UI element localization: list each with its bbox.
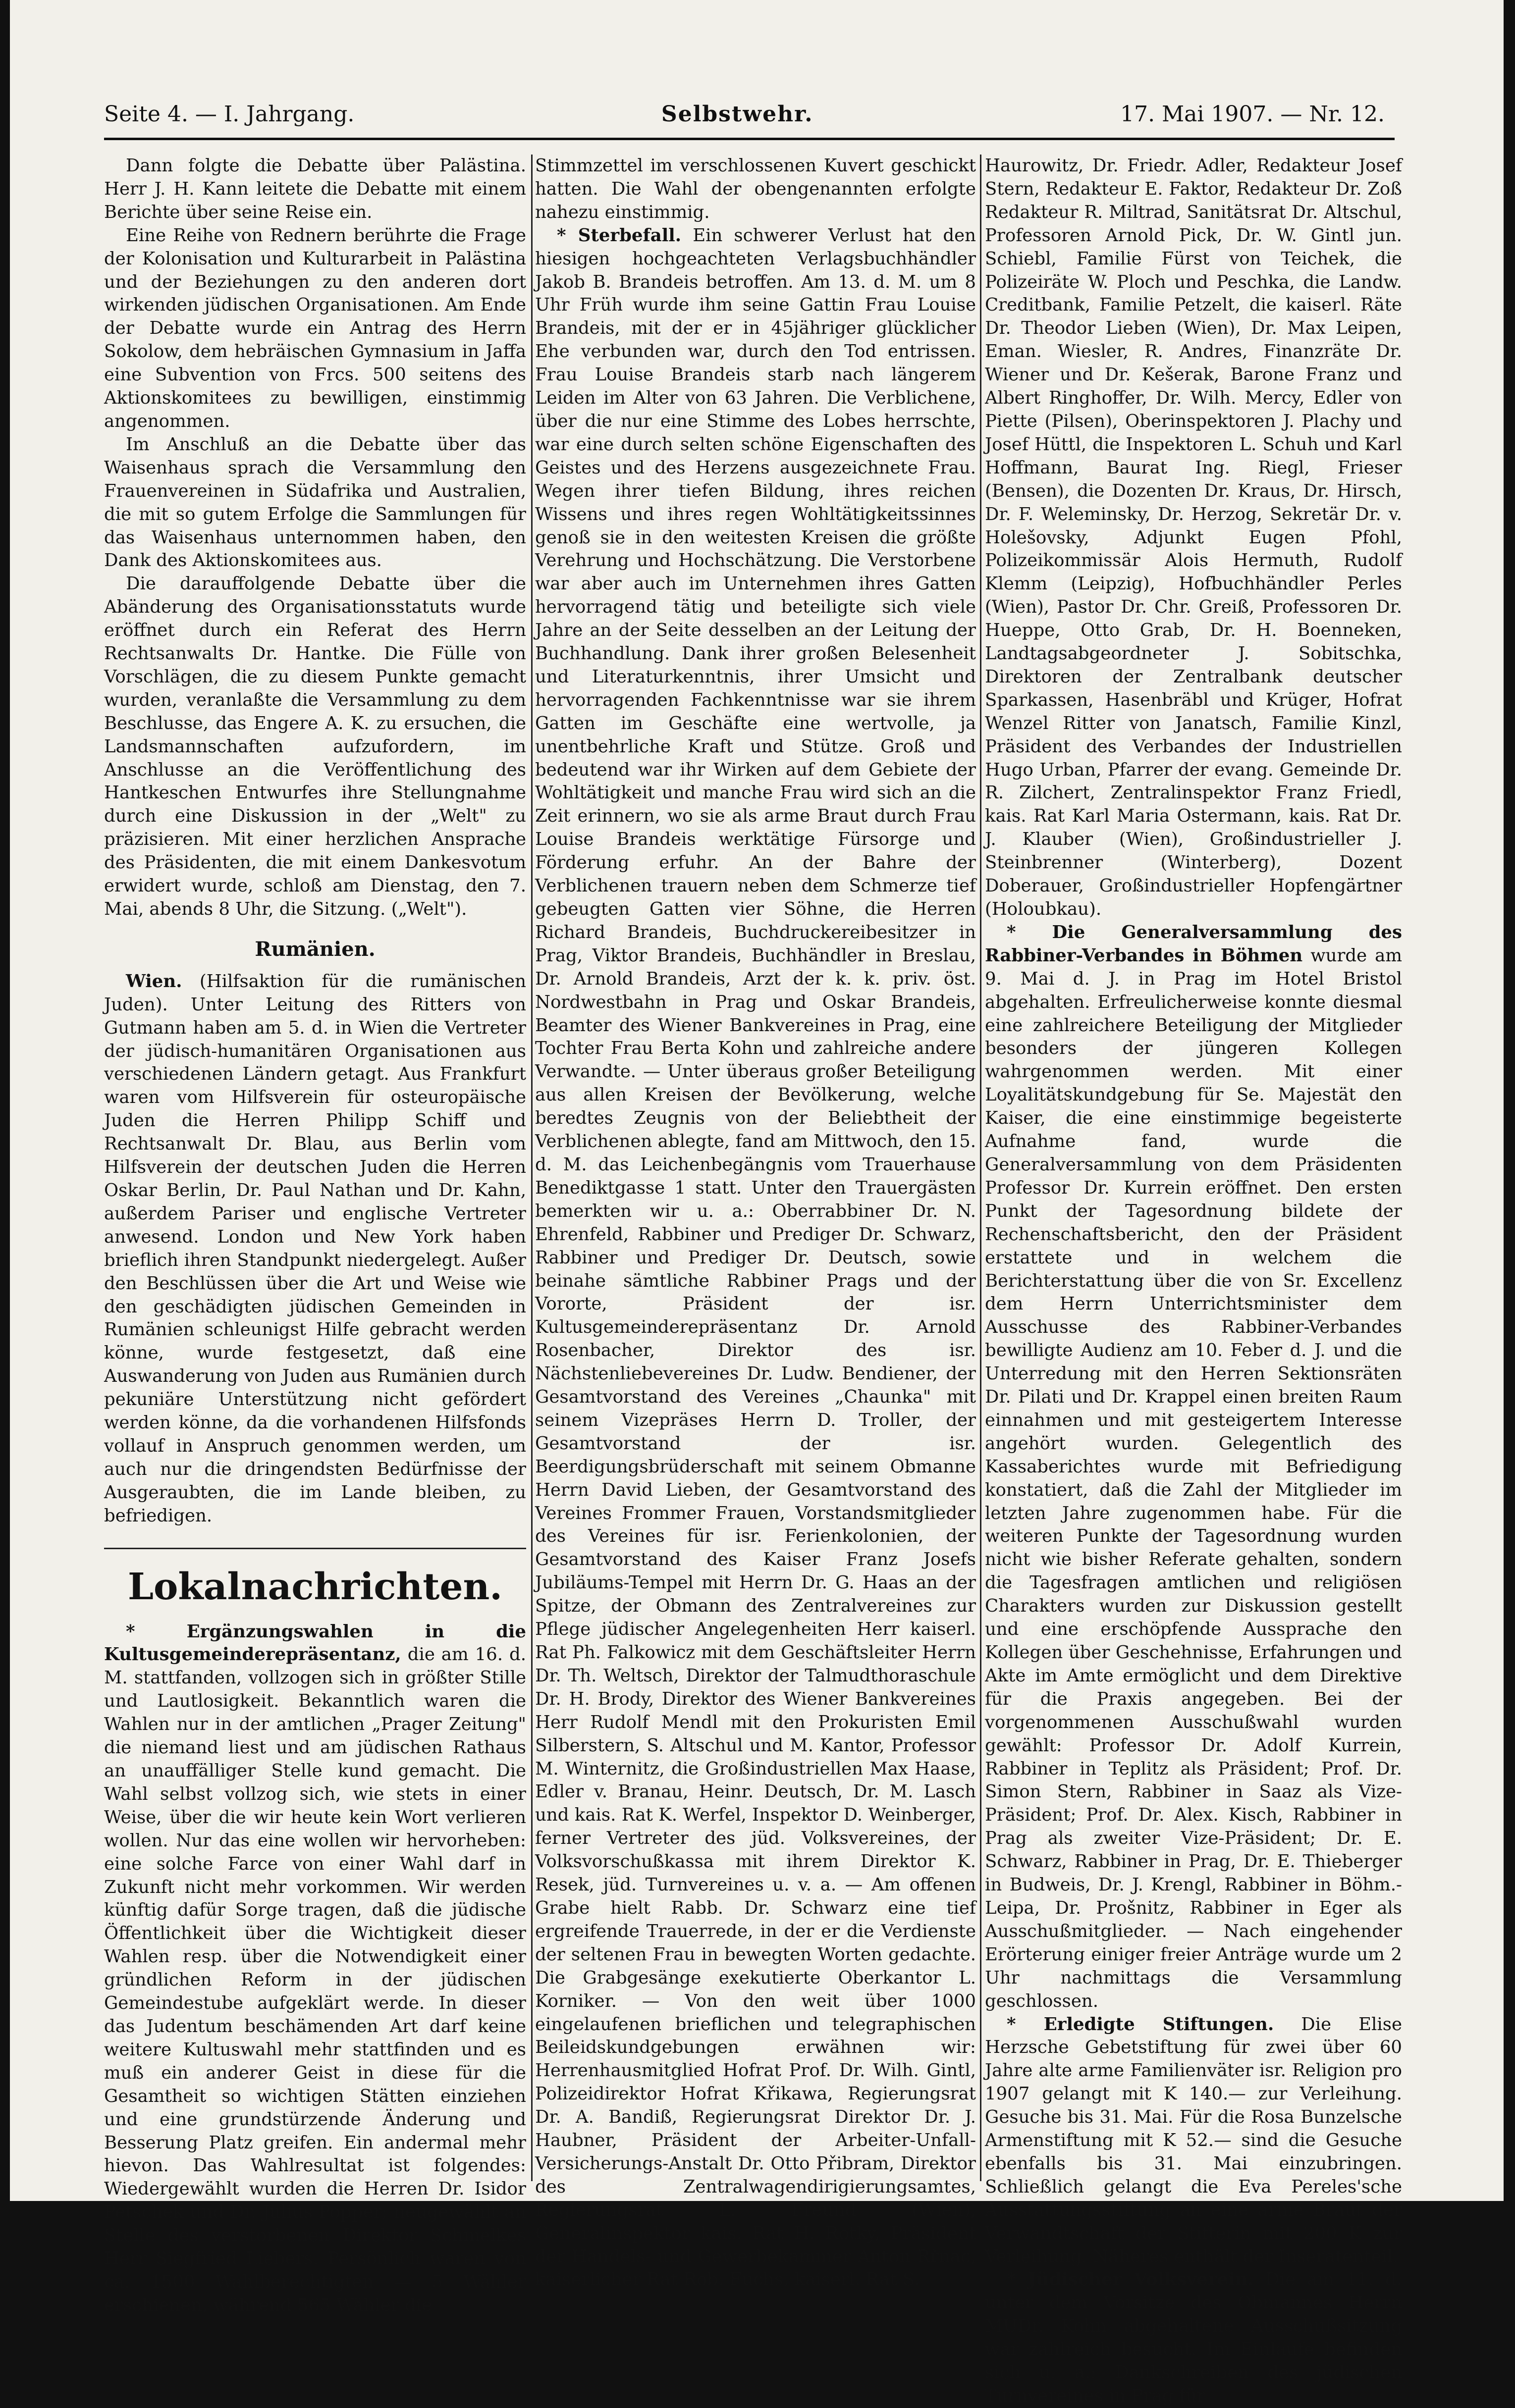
article-body: die am 16. d. M. stattfanden, vollzogen sich in größter Stille und Lautlosigkeit. Bekanntlich waren die Wahlen nur in der amtlichen „Prager Zeitung" die niemand liest und am jüdischen Rathaus an unauffälliger Stelle kund gemacht. Die Wahl selbst vollzog sich, wie stets in einer Weise, über die wir heute kein Wort verlieren wollen. Nur das eine wollen wir hervorheben: eine solche Farce von einer Wahl darf in Zukunft nicht mehr vorkommen. Wir werden künftig dafür Sorge tragen, daß die jüdische Öffentlichkeit über die Wichtigkeit dieser Wahlen resp. über die Notwendigkeit einer gründlichen Reform in der jüdischen Gemeindestube aufgeklärt werde. In dieser das Judentum beschämenden Art darf keine weitere Kultuswahl mehr stattfinden und es muß ein anderer Geist in diese für die Gesamtheit so wichtigen Stätten einziehen und eine grundstürzende Änderung und Besserung Platz greifen. Ein andermal mehr hievon. Das Wahlresultat ist folgendes: Wiedergewählt wurden die Herren Dr. Isidor Petschek und Dr. Julius Popper; neugewählt an Stelle des verstorbenen Direktor Schmelkes Herr Siegfried Liebers. Persönlich waren von ca. 1500 Wahlberechtigten — 5 Wähler erschienen, während 565 Wähler die xyxy=(104,1644,526,2315)
article-paragraph: Haurowitz, Dr. Friedr. Adler, Redakteur Josef Stern, Redakteur E. Faktor, Redakteur Dr. Zoß Redakteur R. Miltrad, Sanitätsrat Dr. Altschul, Professoren Arnold Pick, Dr. W. Gintl jun. Schiebl, Familie Fürst von Teichek, die Polizeiräte W. Ploch und Peschka, die Landw. Creditbank, Familie Petzelt, die kaiserl. Räte Dr. Theodor Lieben (Wien), Dr. Max Leipen, Eman. Wiesler, R. Andres, Finanzräte Dr. Wiener und Dr. Kešerak, Barone Franz und Albert Ringhoffer, Dr. Wilh. Mercy, Edler von Piette (Pilsen), Oberinspektoren J. Plachy und Josef Hüttl, die Inspektoren L. Schuh und Karl Hoffmann, Baurat Ing. Riegl, Frieser (Bensen), die Dozenten Dr. Kraus, Dr. Hirsch, Dr. F. Weleminsky, Dr. Herzog, Sekretär Dr. v. Holešovsky, Adjunkt Eugen Pfohl, Polizeikommissär Alois Hermuth, Rudolf Klemm (Leipzig), Hofbuchhändler Perles (Wien), Pastor Dr. Chr. Greiß, Professoren Dr. Hueppe, Otto Grab, Dr. H. Boenneken, Landtagsabgeordneter J. Sobitschka, Direktoren der Zentralbank deutscher Sparkassen, Hasenbräbl und Krüger, Hofrat Wenzel Ritter von Janatsch, Familie Kinzl, Präsident des Verbandes der Industriellen Hugo Urban, Pfarrer der evang. Gemeinde Dr. R. Zilchert, Zentralinspektor Franz Friedl, kais. Rat Karl Maria Ostermann, kais. Rat Dr. J. Klauber (Wien), Großindustrieller J. Steinbrenner (Winterberg), Dozent Doberauer, Großindustrieller Hopfengärtner (Holoubkau). xyxy=(985,156,1402,919)
article-body: Die Elise Herzsche Gebetstiftung für zwei über 60 Jahre alte arme Familienväter isr. Religion pro 1907 gelangt mit K 140.— zur Verleihung. Gesuche bis 31. Mai. Für die Rosa Bunzelsche Armenstiftung mit K 52.— sind die Gesuche ebenfalls bis 31. Mai einzubringen. Schließlich gelangt die Eva Pereles'sche Ausstattungsstiftung an eine arme Braut der Verwandtschaft der Stifterin mit 200 K zur Verleihung. Näheres enthält der Inseratenteil. xyxy=(985,2014,1402,2267)
article-lead: * Ergänzungswahlen in die Kultusgemeinderepräsentanz, xyxy=(104,1621,526,1665)
article-lead: Wien. xyxy=(126,971,182,992)
article-paragraph: Dann folgte die Debatte über Palästina. Herr J. H. Kann leitete die Debatte mit einem Berichte über seine Reise ein. xyxy=(104,156,526,222)
page-header xyxy=(104,102,1385,131)
header-rule xyxy=(104,138,1395,140)
column-1 xyxy=(104,155,526,2315)
article-lead: * Die Generalversammlung des Rabbiner-Verbandes in Böhmen xyxy=(985,922,1402,966)
article-body: Die am 11. d. unter dem Vorsitze des Obmannes Herrn MUDr. Kohn abgehaltene Ausschußsitzung war zahlreich besucht. Im Einlaufe befinden sich u. a.: Dankschreiben des jüdischen Turnvereines in Prag für xyxy=(985,2269,1402,2406)
article-lead: * Erledigte Stiftungen. xyxy=(1007,2014,1274,2035)
article-volksverein xyxy=(985,2268,1402,2408)
section-divider xyxy=(104,1548,526,1549)
header-date-issue: 17. Mai 1907. — Nr. 12. xyxy=(1120,102,1385,127)
article-kultuswahlen xyxy=(104,1621,526,2317)
column-separator xyxy=(980,155,981,2181)
newspaper-page xyxy=(10,0,1504,2406)
article-body: Ein schwerer Verlust hat den hiesigen hochgeachteten Verlagsbuchhändler Jakob B. Brandeis betroffen. Am 13. d. M. um 8 Uhr Früh wurde ihm seine Gattin Frau Louise Brandeis, mit der er in 45jähriger glücklicher Ehe verbunden war, durch den Tod entrissen. Frau Louise Brandeis starb nach längerem Leiden im Alter von 63 Jahren. Die Verblichene, über die nur eine Stimme des Lobes herrschte, war eine durch selten schöne Eigenschaften des Geistes und des Herzens ausgezeichnete Frau. Wegen ihrer tiefen Bildung, ihres reichen Wissens und ihres regen Wohltätigkeitssinnes genoß sie in den weitesten Kreisen die größte Verehrung und Hochschätzung. Die Verstorbene war aber auch im Unternehmen ihres Gatten hervorragend tätig und beteiligte sich viele Jahre an der Seite desselben an der Leitung der Buchhandlung. Dank ihrer großen Belesenheit und Literaturkenntnis, ihrer Umsicht und hervorragenden Fachkenntnisse war sie ihrem Gatten im Geschäfte eine wertvolle, ja unentbehrliche Kraft und Stütze. Groß und bedeutend war ihr Wirken auf dem Gebiete der Wohltätigkeit und manche Frau wird sich an die Zeit erinnern, wo sie als arme Braut durch Frau Louise Brandeis werktätige Fürsorge und Förderung erfuhr. An der Bahre der Verblichenen trauern neben dem Schmerze tief gebeugten Gatten vier Söhne, die Herren Richard Brandeis, Buchdruckereibesitzer in Prag, Viktor Brandeis, Buchhändler in Breslau, Dr. Arnold Brandeis, Arzt der k. k. priv. öst. Nordwestbahn in Prag und Oskar Brandeis, Beamter des Wiener Bankvereines in Prag, eine Tochter Frau Berta Kohn und zahlreiche andere Verwandte. — Unter überaus großer Beteiligung aus allen Kreisen der Bevölkerung, welche beredtes Zeugnis von der Beliebtheit der Verblichenen ablegte, fand am Mittwoch, den 15. d. M. das Leichenbegängnis vom Trauerhause Benediktgasse 1 statt. Unter den Trauergästen bemerkten wir u. a.: Oberrabbiner Dr. N. Ehrenfeld, Rabbiner und Prediger Dr. Schwarz, Rabbiner und Prediger Dr. Deutsch, sowie beinahe sämtliche Rabbiner Prags und der Vororte, Präsident der isr. Kultusgemeinderepräsentanz Dr. Arnold Rosenbacher, Direktor des isr. Nächstenliebevereines Dr. Ludw. Bendiener, der Gesamtvorstand des Vereines „Chaunka" mit seinem Vizepräses Herrn D. Troller, der Gesamtvorstand der isr. Beerdigungsbrüderschaft mit seinem Obmanne Herrn David Lieben, der Gesamtvorstand des Vereines Frommer Frauen, Vorstandsmitglieder des Vereines für isr. Ferienkolonien, der Gesamtvorstand des Kaiser Franz Josefs Jubiläums-Tempel mit Herrn Dr. G. Haas an der Spitze, der Obmann des Zentralvereines zur Pflege jüdischer Angelegenheiten Herr kaiserl. Rat Ph. Falkowicz mit dem Geschäftsleiter Herrn Dr. Th. Weltsch, Direktor der Talmudthoraschule Dr. H. Brody, Direktor des Wiener Bankvereines Herr Rudolf Mendl mit den Prokuristen Emil Silberstern, S. Altschul und M. Kantor, Professor M. Winternitz, die Großindustriellen Max Haase, Edler v. Branau, Heinr. Deutsch, Dr. M. Lasch und kais. Rat K. Werfel, Inspektor D. Weinberger, ferner Vertreter des jüd. Volksvereines, der Volksvorschußkassa mit ihrem Direktor K. Resek, jüd. Turnvereines u. v. a. — Am offenen Grabe hielt Rabb. Dr. Schwarz eine tief ergreifende Trauerrede, in der er die Verdienste der seltenen Frau in bewegten Worten gedachte. Die Grabgesänge exekutierte Oberkantor L. Korniker. — Von den weit über 1000 eingelaufenen brieflichen und telegraphischen Beileidskundgebungen erwähnen wir: Herrenhausmitglied Hofrat Prof. Dr. Wilh. Gintl, Polizeidirektor Hofrat Křikawa, Regierungsrat Dr. A. Bandiß, Regierungsrat Direktor Dr. J. Haubner, Präsident der Arbeiter-Unfall-Versicherungs-Anstalt Dr. Otto Přibram, Direktor des Zentralwagendirigierungsamtes, Regierungsrat L. Freund (Wien), Generalinspektor kais. Rat H. Rotky, Präsident der Handels- und Gewerbekammer Anton Rřnac, kaiserlicher Rat Rob. Fuchs, kaiserl. Rat S. xyxy=(535,225,976,2290)
article-body: wurde am 9. Mai d. J. in Prag im Hotel Bristol abgehalten. Erfreulicherweise konnte diesmal eine zahlreichere Beteiligung der Mitglieder besonders der jüngeren Kollegen wahrgenommen werden. Mit einer Loyalitätskundgebung für Se. Majestät den Kaiser, die eine einstimmige begeisterte Aufnahme fand, wurde die Generalversammlung von dem Präsidenten Professor Dr. Kurrein eröffnet. Den ersten Punkt der Tagesordnung bildete der Rechenschaftsbericht, den der Präsident erstattete und in welchem die Berichterstattung über die von Sr. Excellenz dem Herrn Unterrichtsminister dem Ausschusse des Rabbiner-Verbandes bewilligte Audienz am 10. Feber d. J. und die Unterredung mit den Herren Sektionsräten Dr. Pilati und Dr. Krappel einen breiten Raum einnahmen und mit gesteigertem Interesse angehört wurden. Gelegentlich des Kassaberichtes wurde mit Befriedigung konstatiert, daß die Zahl der Mitglieder im letzten Jahre zugenommen habe. Für die weiteren Punkte der Tagesordnung wurden nicht wie bisher Referate gehalten, sondern die Tagesfragen amtlichen und religiösen Charakters wurden zur Diskussion gestellt und eine erschöpfende Aussprache den Kollegen über Geschehnisse, Erfahrungen und Akte im Amte ermöglicht und dem Direktive für die Praxis angegeben. Bei der vorgenommenen Ausschußwahl wurden gewählt: Professor Dr. Adolf Kurrein, Rabbiner in Teplitz als Präsident; Prof. Dr. Simon Stern, Rabbiner in Saaz als Vize-Präsident; Prof. Dr. Alex. Kisch, Rabbiner in Prag als zweiter Vize-Präsident; Dr. E. Schwarz, Rabbiner in Prag, Dr. E. Thieberger in Budweis, Dr. J. Krengl, Rabbiner in Böhm.-Leipa, Dr. Prošnitz, Rabbiner in Eger als Ausschußmitglieder. — Nach eingehender Erörterung einiger freier Anträge wurde um 2 Uhr nachmittags die Versammlung geschlossen. xyxy=(985,945,1402,2011)
article-stiftungen xyxy=(985,2013,1402,2269)
column-separator xyxy=(531,155,533,2181)
article-lead: * Jüdischer Volksverein. xyxy=(1007,2269,1254,2290)
article-rabbinerverband xyxy=(985,921,1402,2013)
section-heading-rumaenien: Rumänien. xyxy=(255,937,376,961)
article-paragraph: Stimmzettel im verschlossenen Kuvert geschickt hatten. Die Wahl der obengenannten erfolgte nahezu einstimmig. xyxy=(535,156,976,222)
article-sterbefall xyxy=(535,224,976,2292)
header-page-info: Seite 4. — I. Jahrgang. xyxy=(104,102,355,127)
column-3 xyxy=(985,155,1402,2406)
masthead-title: Selbstwehr. xyxy=(661,102,813,127)
article-rumaenien xyxy=(104,970,526,1528)
article-paragraph: Die darauffolgende Debatte über die Abänderung des Organisationsstatuts wurde eröffnet durch ein Referat des Herrn Rechtsanwalts Dr. Hantke. Die Fülle von Vorschlägen, die zu diesem Punkte gemacht wurden, veranlaßte die Versammlung zu dem Beschlusse, das Engere A. K. zu ersuchen, die Landsmannschaften aufzufordern, im Anschlusse an die Veröffentlichung des Hantkeschen Entwurfes ihre Stellungnahme durch eine Diskussion in der „Welt" zu präzisieren. Mit einer herzlichen Ansprache des Präsidenten, die mit einem Dankesvotum erwidert wurde, schloß am Dienstag, den 7. Mai, abends 8 Uhr, die Sitzung. („Welt"). xyxy=(104,574,526,919)
column-2 xyxy=(535,155,976,2290)
article-paragraph: Im Anschluß an die Debatte über das Waisenhaus sprach die Versammlung den Frauenvereinen in Südafrika und Australien, die mit so gutem Erfolge die Sammlungen für das Waisenhaus unternommen haben, den Dank des Aktionskomitees aus. xyxy=(104,434,526,571)
article-lead: * Sterbefall. xyxy=(557,225,682,246)
section-heading-lokalnachrichten: Lokalnachrichten. xyxy=(127,1565,503,1608)
article-body: (Hilfsaktion für die rumänischen Juden). Unter Leitung des Ritters von Gutmann haben am 5. d. in Wien die Vertreter der jüdisch-humanitären Organisationen aus verschiedenen Ländern getagt. Aus Frankfurt waren vom Hilfsverein für osteuropäische Juden die Herren Philipp Schiff und Rechtsanwalt Dr. Blau, aus Berlin vom Hilfsverein der deutschen Juden die Herren Oskar Berlin, Dr. Paul Nathan und Dr. Kahn, außerdem Pariser und englische Vertreter anwesend. London und New York haben brieflich ihren Standpunkt niedergelegt. Außer den Beschlüssen über die Art und Weise wie den geschädigten jüdischen Gemeinden in Rumänien schleunigst Hilfe gebracht werden könne, wurde festgesetzt, daß eine Auswanderung von Juden aus Rumänien durch pekuniäre Unterstützung nicht gefördert werden könne, da die vorhandenen Hilfsfonds vollauf in Anspruch genommen werden, um auch nur die dringendsten Bedürfnisse der Ausgeraubten, die im Lande bleiben, zu befriedigen. xyxy=(104,971,526,1526)
article-paragraph: Eine Reihe von Rednern berührte die Frage der Kolonisation und Kulturarbeit in Palästina und der Beziehungen zu den anderen dort wirkenden jüdischen Organisationen. Am Ende der Debatte wurde ein Antrag des Herrn Sokolow, dem hebräischen Gymnasium in Jaffa eine Subvention von Frcs. 500 seitens des Aktionskomitees zu bewilligen, einstimmig angenommen. xyxy=(104,225,526,431)
